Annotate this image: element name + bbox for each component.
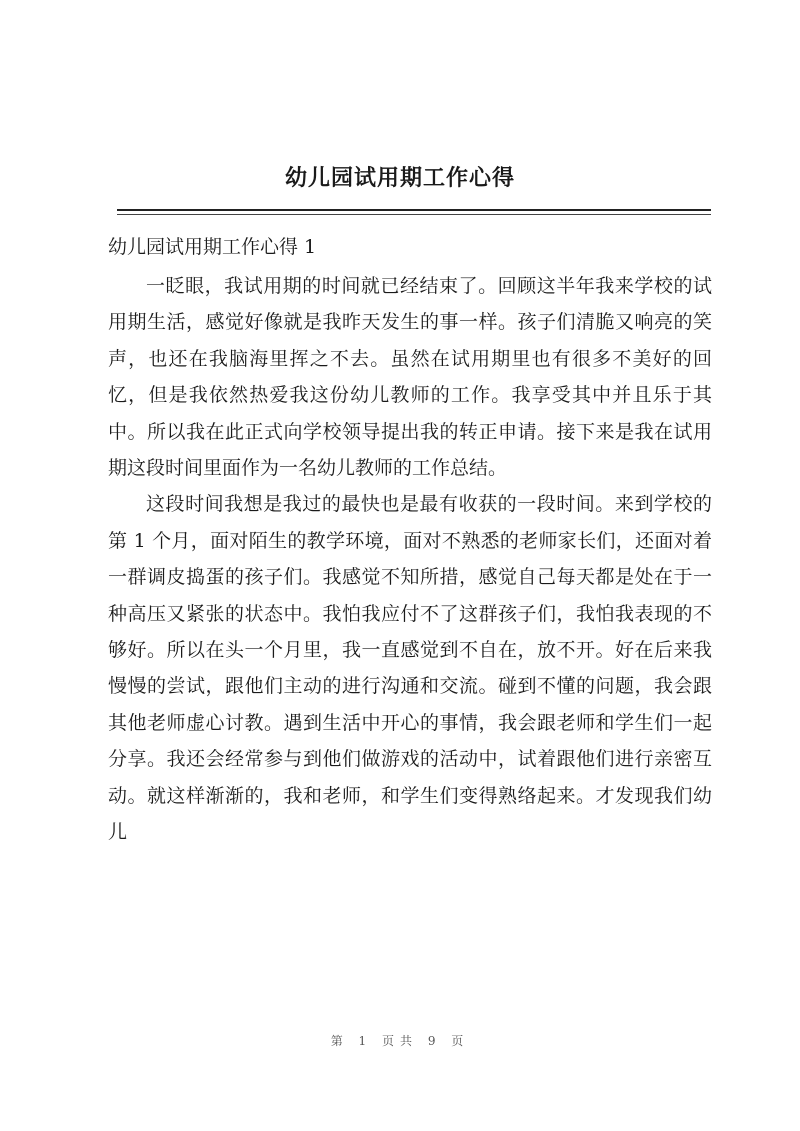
document-title: 幼儿园试用期工作心得 <box>284 165 515 191</box>
title-underline-thin <box>117 214 711 215</box>
page-footer: 第 1 页共 9 页 <box>330 1034 470 1048</box>
paragraph-2: 这段时间我想是我过的最快也是最有收获的一段时间。来到学校的第 1 个月，面对陌生的教学环境，面对不熟悉的老师家长们，还面对着一群调皮捣蛋的孩子们。我感觉不知所措，感觉自己每天都是处在于一种高压又紧张的状态中。我怕我应付不了这群孩子们，我怕我表现的不够好。所以在头一个月里，我一直感觉到不自在，放不开。好在后来我慢慢的尝试，跟他们主动的进行沟通和交流。碰到不懂的问题，我会跟其他老师虚心讨教。遇到生活中开心的事情，我会跟老师和学生们一起分享。我还会经常参与到他们做游戏的活动中，试着跟他们进行亲密互动。就这样渐渐的，我和老师，和学生们变得熟络起来。才发现我们幼儿 <box>108 493 712 844</box>
title-underline-thick <box>117 209 711 211</box>
section-heading: 幼儿园试用期工作心得 1 <box>108 236 317 258</box>
body-text <box>108 268 712 851</box>
paragraph-1: 一眨眼，我试用期的时间就已经结束了。回顾这半年我来学校的试用期生活，感觉好像就是我昨天发生的事一样。孩子们清脆又响亮的笑声，也还在我脑海里挥之不去。虽然在试用期里也有很多不美好的回忆，但是我依然热爱我这份幼儿教师的工作。我享受其中并且乐于其中。所以我在此正式向学校领导提出我的转正申请。接下来是我在试用期这段时间里面作为一名幼儿教师的工作总结。 <box>108 275 712 480</box>
